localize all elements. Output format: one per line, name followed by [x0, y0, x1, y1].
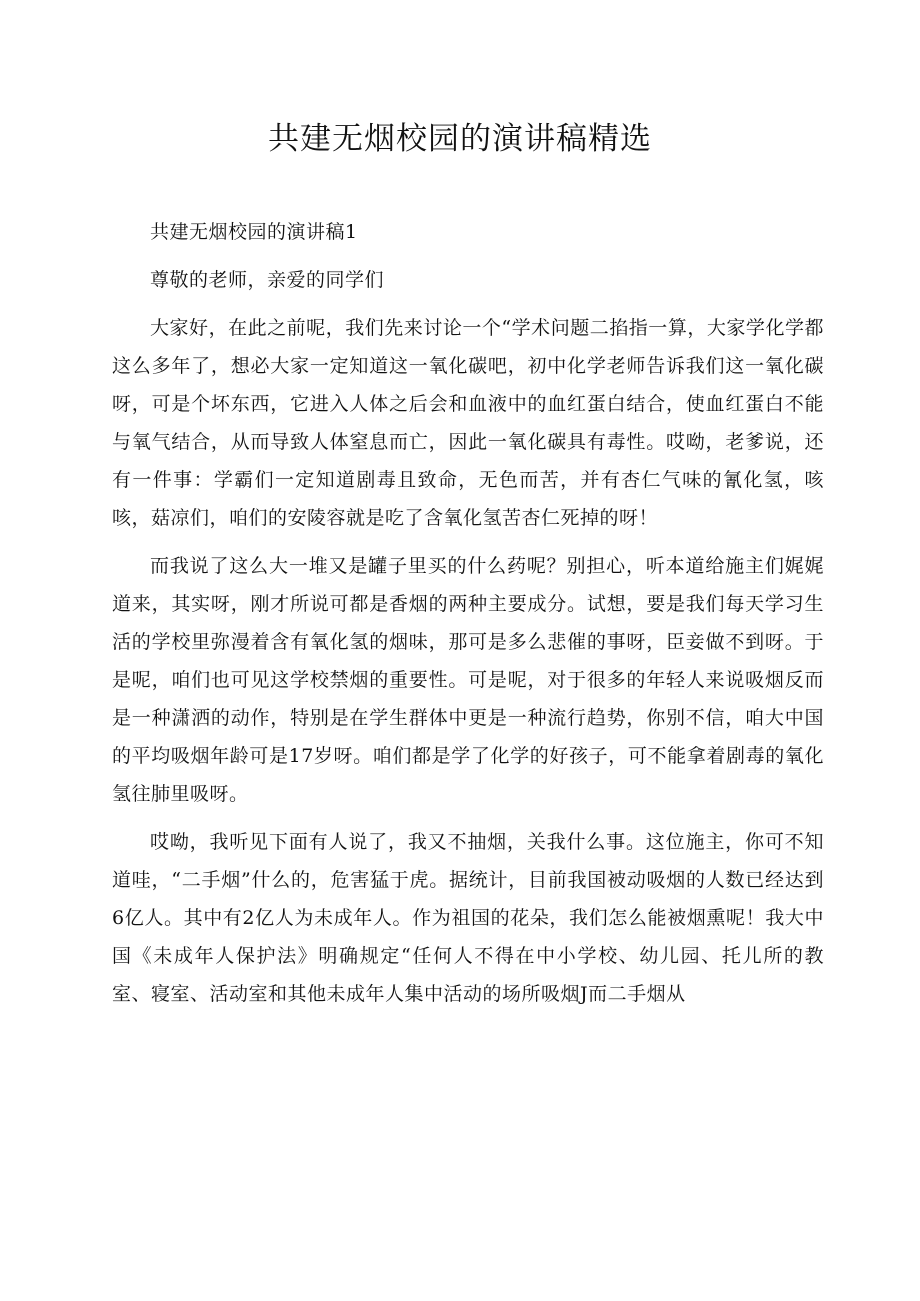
paragraph-body: 哎呦，我听见下面有人说了，我又不抽烟，关我什么事。这位施主，你可不知道哇，“二手烟”什么的，危害猛于虎。据统计，目前我国被动吸烟的人数已经达到6亿人。其中有2亿人为未成年人。作为祖国的花朵，我们怎么能被烟熏呢！我大中国《未成年人保护法》明确规定“任何人不得在中小学校、幼儿园、托儿所的教室、寝室、活动室和其他未成年人集中活动的场所吸烟J而二手烟从	[112, 831, 824, 1005]
document-body	[112, 213, 824, 1013]
paragraph-body: 而我说了这么大一堆又是罐子里买的什么药呢？别担心，听本道给施主们娓娓道来，其实呀，刚才所说可都是香烟的两种主要成分。试想，要是我们每天学习生活的学校里弥漫着含有氧化氢的烟味，那可是多么悲催的事呀，臣妾做不到呀。于是呢，咱们也可见这学校禁烟的重要性。可是呢，对于很多的年轻人来说吸烟反而是一种潇洒的动作，特别是在学生群体中更是一种流行趋势，你别不信，咱大中国的平均吸烟年龄可是17岁呀。咱们都是学了化学的好孩子，可不能拿着剧毒的氧化氢往肺里吸呀。	[112, 555, 824, 805]
paragraph-body: 大家好，在此之前呢，我们先来讨论一个“学术问题二掐指一算，大家学化学都这么多年了，想必大家一定知道这一氧化碳吧，初中化学老师告诉我们这一氧化碳呀，可是个坏东西，它进入人体之后会和血液中的血红蛋白结合，使血红蛋白不能与氧气结合，从而导致人体窒息而亡，因此一氧化碳具有毒性。哎呦，老爹说，还有一件事：学霸们一定知道剧毒且致命，无色而苦，并有杏仁气味的氰化氢，咳咳，菇凉们，咱们的安陵容就是吃了含氧化氢苦杏仁死掉的呀！	[112, 317, 824, 529]
paragraph-salutation: 尊敬的老师，亲爱的同学们	[150, 269, 385, 291]
paragraph-heading: 共建无烟校园的演讲稿1	[150, 221, 358, 243]
document-title: 共建无烟校园的演讲稿精选	[268, 121, 652, 157]
